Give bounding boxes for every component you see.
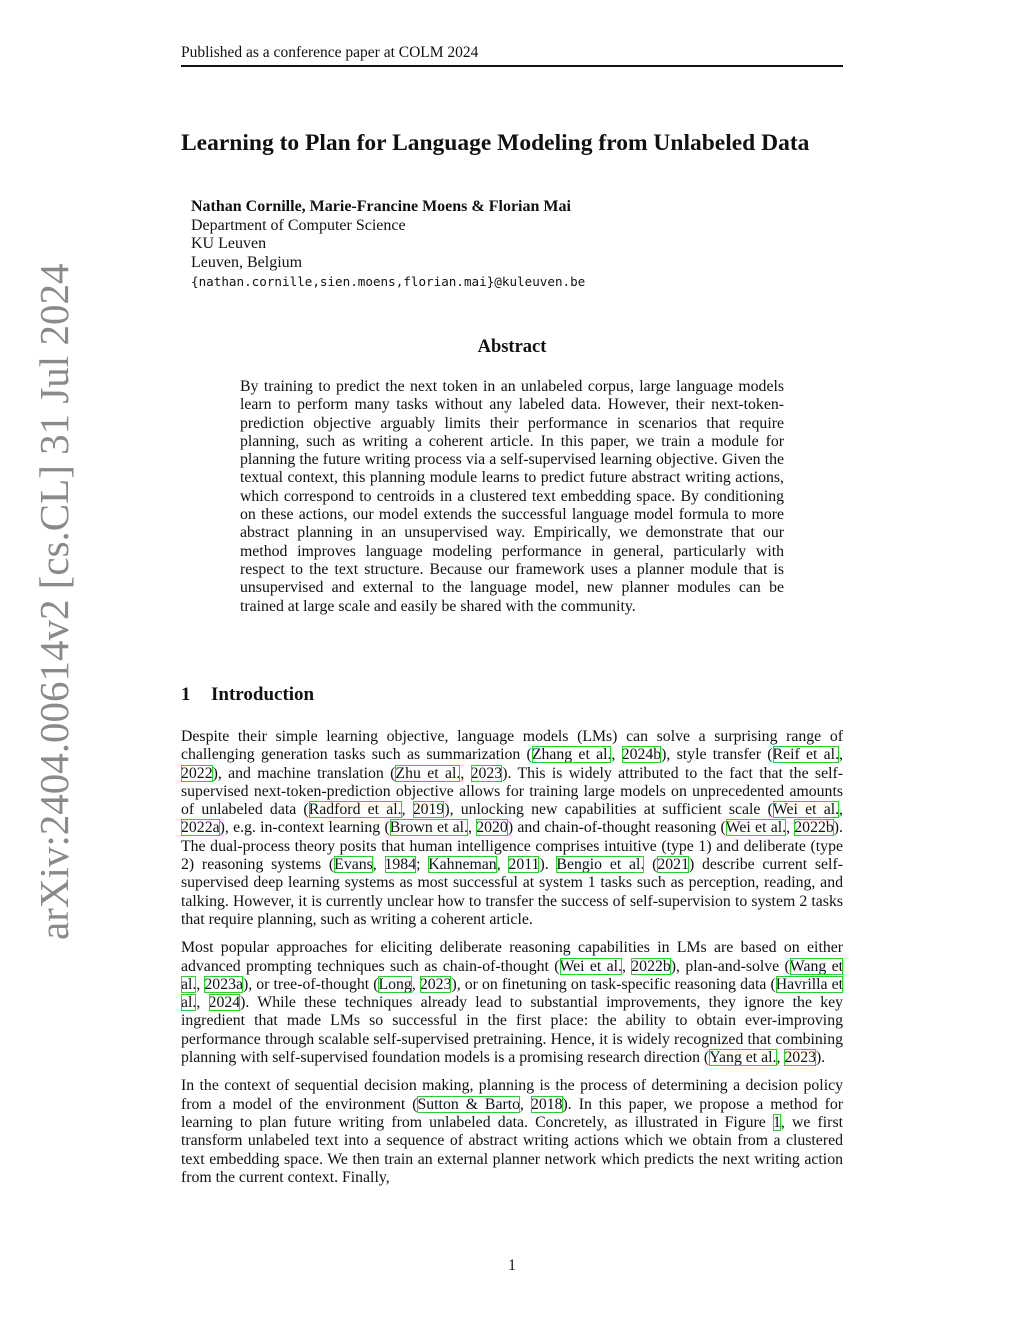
paragraph-text: ). While these techniques already lead to substantial improvements, they ignore the key ingredient that made LMs so successful in the first place: the ability to obtain ever-improving performance through scalable self-supervised pretraining. Hence, it is widely recognized that combining planning with self-supervised foundation models is a promising research direction ( <box>181 994 843 1067</box>
author-department: Department of Computer Science <box>191 216 406 234</box>
citation-link[interactable]: 2022 <box>181 764 213 782</box>
author-names: Nathan Cornille, Marie-Francine Moens & Florian Mai <box>191 198 571 215</box>
citation-link[interactable]: 2020 <box>476 819 508 837</box>
citation-link[interactable]: 1984 <box>384 856 417 874</box>
citation-link[interactable]: Wei et al. <box>559 957 622 975</box>
header-rule <box>181 65 843 67</box>
paragraph-text: ). <box>816 1049 826 1067</box>
abstract-heading: Abstract <box>477 337 547 357</box>
paragraph-text: , <box>786 819 795 837</box>
citation-link[interactable]: 2023 <box>470 764 503 782</box>
running-header: Published as a conference paper at COLM 2024 <box>181 44 479 61</box>
paragraph-text: In the context of sequential decision making, planning is the process of determining a decision policy from a model of the environment ( <box>181 1077 843 1113</box>
paragraph-text: , we first transform unlabeled text into a sequence of abstract writing actions which we obtain from a clustered text embedding space. We then train an external planner network which predicts the next writing action from the current context. Finally, <box>181 1113 843 1186</box>
paragraph-text: ). <box>539 856 557 874</box>
paragraph <box>181 728 843 929</box>
paragraph-text: , <box>611 746 622 764</box>
citation-link[interactable]: Brown et al. <box>389 819 468 837</box>
citation-link[interactable]: 2024 <box>208 994 241 1012</box>
arxiv-sidebar-stamp: arXiv:2404.00614v2 [cs.CL] 31 Jul 2024 <box>31 263 77 940</box>
citation-link[interactable]: 2021 <box>657 856 689 874</box>
author-block <box>191 198 831 292</box>
paragraph-text: ), plan-and-solve ( <box>670 957 790 975</box>
paragraph <box>181 1077 843 1187</box>
citation-link[interactable]: 2023 <box>419 975 452 993</box>
citation-link[interactable]: 2022b <box>794 819 834 837</box>
paragraph-text: ( <box>644 856 658 874</box>
paragraph-text: ), or tree-of-thought ( <box>243 975 379 993</box>
citation-link[interactable]: Havrilla et al. <box>181 975 843 1012</box>
citation-link[interactable]: Wei et al. <box>772 801 840 819</box>
citation-link[interactable]: Reif et al. <box>772 746 840 764</box>
citation-link[interactable]: Zhu et al. <box>395 764 461 782</box>
paragraph-text: ), e.g. in-context learning ( <box>219 819 390 837</box>
citation-link[interactable]: Bengio et al. <box>556 856 645 874</box>
page-number: 1 <box>508 1257 516 1274</box>
citation-link[interactable]: Kahneman <box>428 856 497 874</box>
citation-link[interactable]: 1 <box>772 1113 781 1131</box>
citation-link[interactable]: 2019 <box>412 801 445 819</box>
paragraph-text: , <box>411 975 420 993</box>
author-email: {nathan.cornille,sien.moens,florian.mai}@kuleuven.be <box>191 274 586 289</box>
abstract-text: By training to predict the next token in an unlabeled corpus, large language models learn to perform many tasks without any labeled data. However, their next-token-prediction objective arguably limits their performance in scenarios that require planning, such as writing a coherent article. In this paper, we train a module for planning the future writing process via a self-supervised learning objective. Given the textual context, this planning module learns to predict future abstract writing actions, which correspond to centroids in a clustered text embedding space. By conditioning on these actions, our model extends the successful language model formula to more abstract planning in an unsupervised way. Empirically, we demonstrate that our method improves language modeling performance in general, particularly with respect to the text structure. Because our framework uses a planner module that is unsupervised and external to the language model, new planner modules can be trained at large scale and easily be shared with the community. <box>240 378 784 615</box>
paragraph-text: Despite their simple learning objective, language models (LMs) can solve a surprising range of challenging generation tasks such as summarization ( <box>181 728 843 764</box>
paragraph-text: , <box>776 1049 785 1067</box>
paragraph-text: , <box>839 746 843 764</box>
citation-link[interactable]: Wang et al. <box>181 957 843 993</box>
citation-link[interactable]: Radford et al. <box>308 801 402 819</box>
citation-link[interactable]: Evans <box>334 856 373 874</box>
citation-link[interactable]: Sutton & Barto <box>417 1095 521 1113</box>
citation-link[interactable]: 2024b <box>621 746 662 764</box>
citation-link[interactable]: 2018 <box>530 1095 563 1113</box>
paragraph-text: ), style transfer ( <box>661 746 773 764</box>
author-location: Leuven, Belgium <box>191 253 303 271</box>
citation-link[interactable]: Yang et al. <box>709 1049 777 1067</box>
citation-link[interactable]: 2022b <box>631 957 671 975</box>
citation-link[interactable]: Wei et al. <box>725 819 787 837</box>
paragraph-text: ) describe current self-supervised deep learning systems as most successful at system 1 tasks such as perception, reading, and talking. However, it is currently unclear how to transfer the success of self-supervision to system 2 tasks that require planning, such as writing a coherent article. <box>181 856 843 928</box>
paragraph-text: ). In this paper, we propose a method for learning to plan future writing from unlabeled data. Concretely, as illustrated in Figure <box>181 1095 843 1131</box>
paragraph-text: , <box>520 1095 531 1113</box>
section-number: 1 <box>181 684 191 705</box>
citation-link[interactable]: 2011 <box>508 856 540 874</box>
paragraph-text: ). This is widely attributed to the fact that the self-supervised next-token-prediction objective allows for training large models on unprecedented amounts of unlabeled data ( <box>181 764 843 819</box>
paragraph-text: , <box>401 801 413 819</box>
paper-title: Learning to Plan for Language Modeling from Unlabeled Data <box>181 130 810 156</box>
paragraph-text: , <box>460 764 471 782</box>
paragraph-text: ; <box>416 856 429 874</box>
citation-link[interactable]: Zhang et al. <box>531 746 612 764</box>
body-text <box>181 728 843 1197</box>
citation-link[interactable]: 2022a <box>181 819 220 837</box>
paragraph-text: , <box>372 856 385 874</box>
paragraph-text: ), or on finetuning on task-specific reasoning data ( <box>451 975 776 993</box>
author-institution: KU Leuven <box>191 235 267 252</box>
citation-link[interactable]: 2023a <box>204 975 243 993</box>
paragraph-text: , <box>468 819 477 837</box>
paragraph-text: ) and chain-of-thought reasoning ( <box>507 819 726 837</box>
section-heading <box>181 684 843 706</box>
paragraph <box>181 939 843 1067</box>
section-title: Introduction <box>211 684 315 705</box>
citation-link[interactable]: 2023 <box>784 1049 816 1067</box>
paragraph-text: , <box>496 856 509 874</box>
paragraph-text: ), unlocking new capabilities at sufficient scale ( <box>444 801 773 819</box>
paragraph-text: , <box>839 801 843 819</box>
paragraph-text: ). The dual-process theory posits that human intelligence comprises intuitive (type 1) and deliberate (type 2) reasoning systems ( <box>181 819 843 874</box>
paragraph-text: , <box>196 994 209 1012</box>
paragraph-text: ), and machine translation ( <box>212 764 396 782</box>
paragraph-text: , <box>622 957 632 975</box>
paragraph-text: Most popular approaches for eliciting deliberate reasoning capabilities in LMs are based on either advanced prompting techniques such as chain-of-thought ( <box>181 939 843 975</box>
paragraph-text: , <box>196 975 205 993</box>
citation-link[interactable]: Long <box>378 975 412 993</box>
